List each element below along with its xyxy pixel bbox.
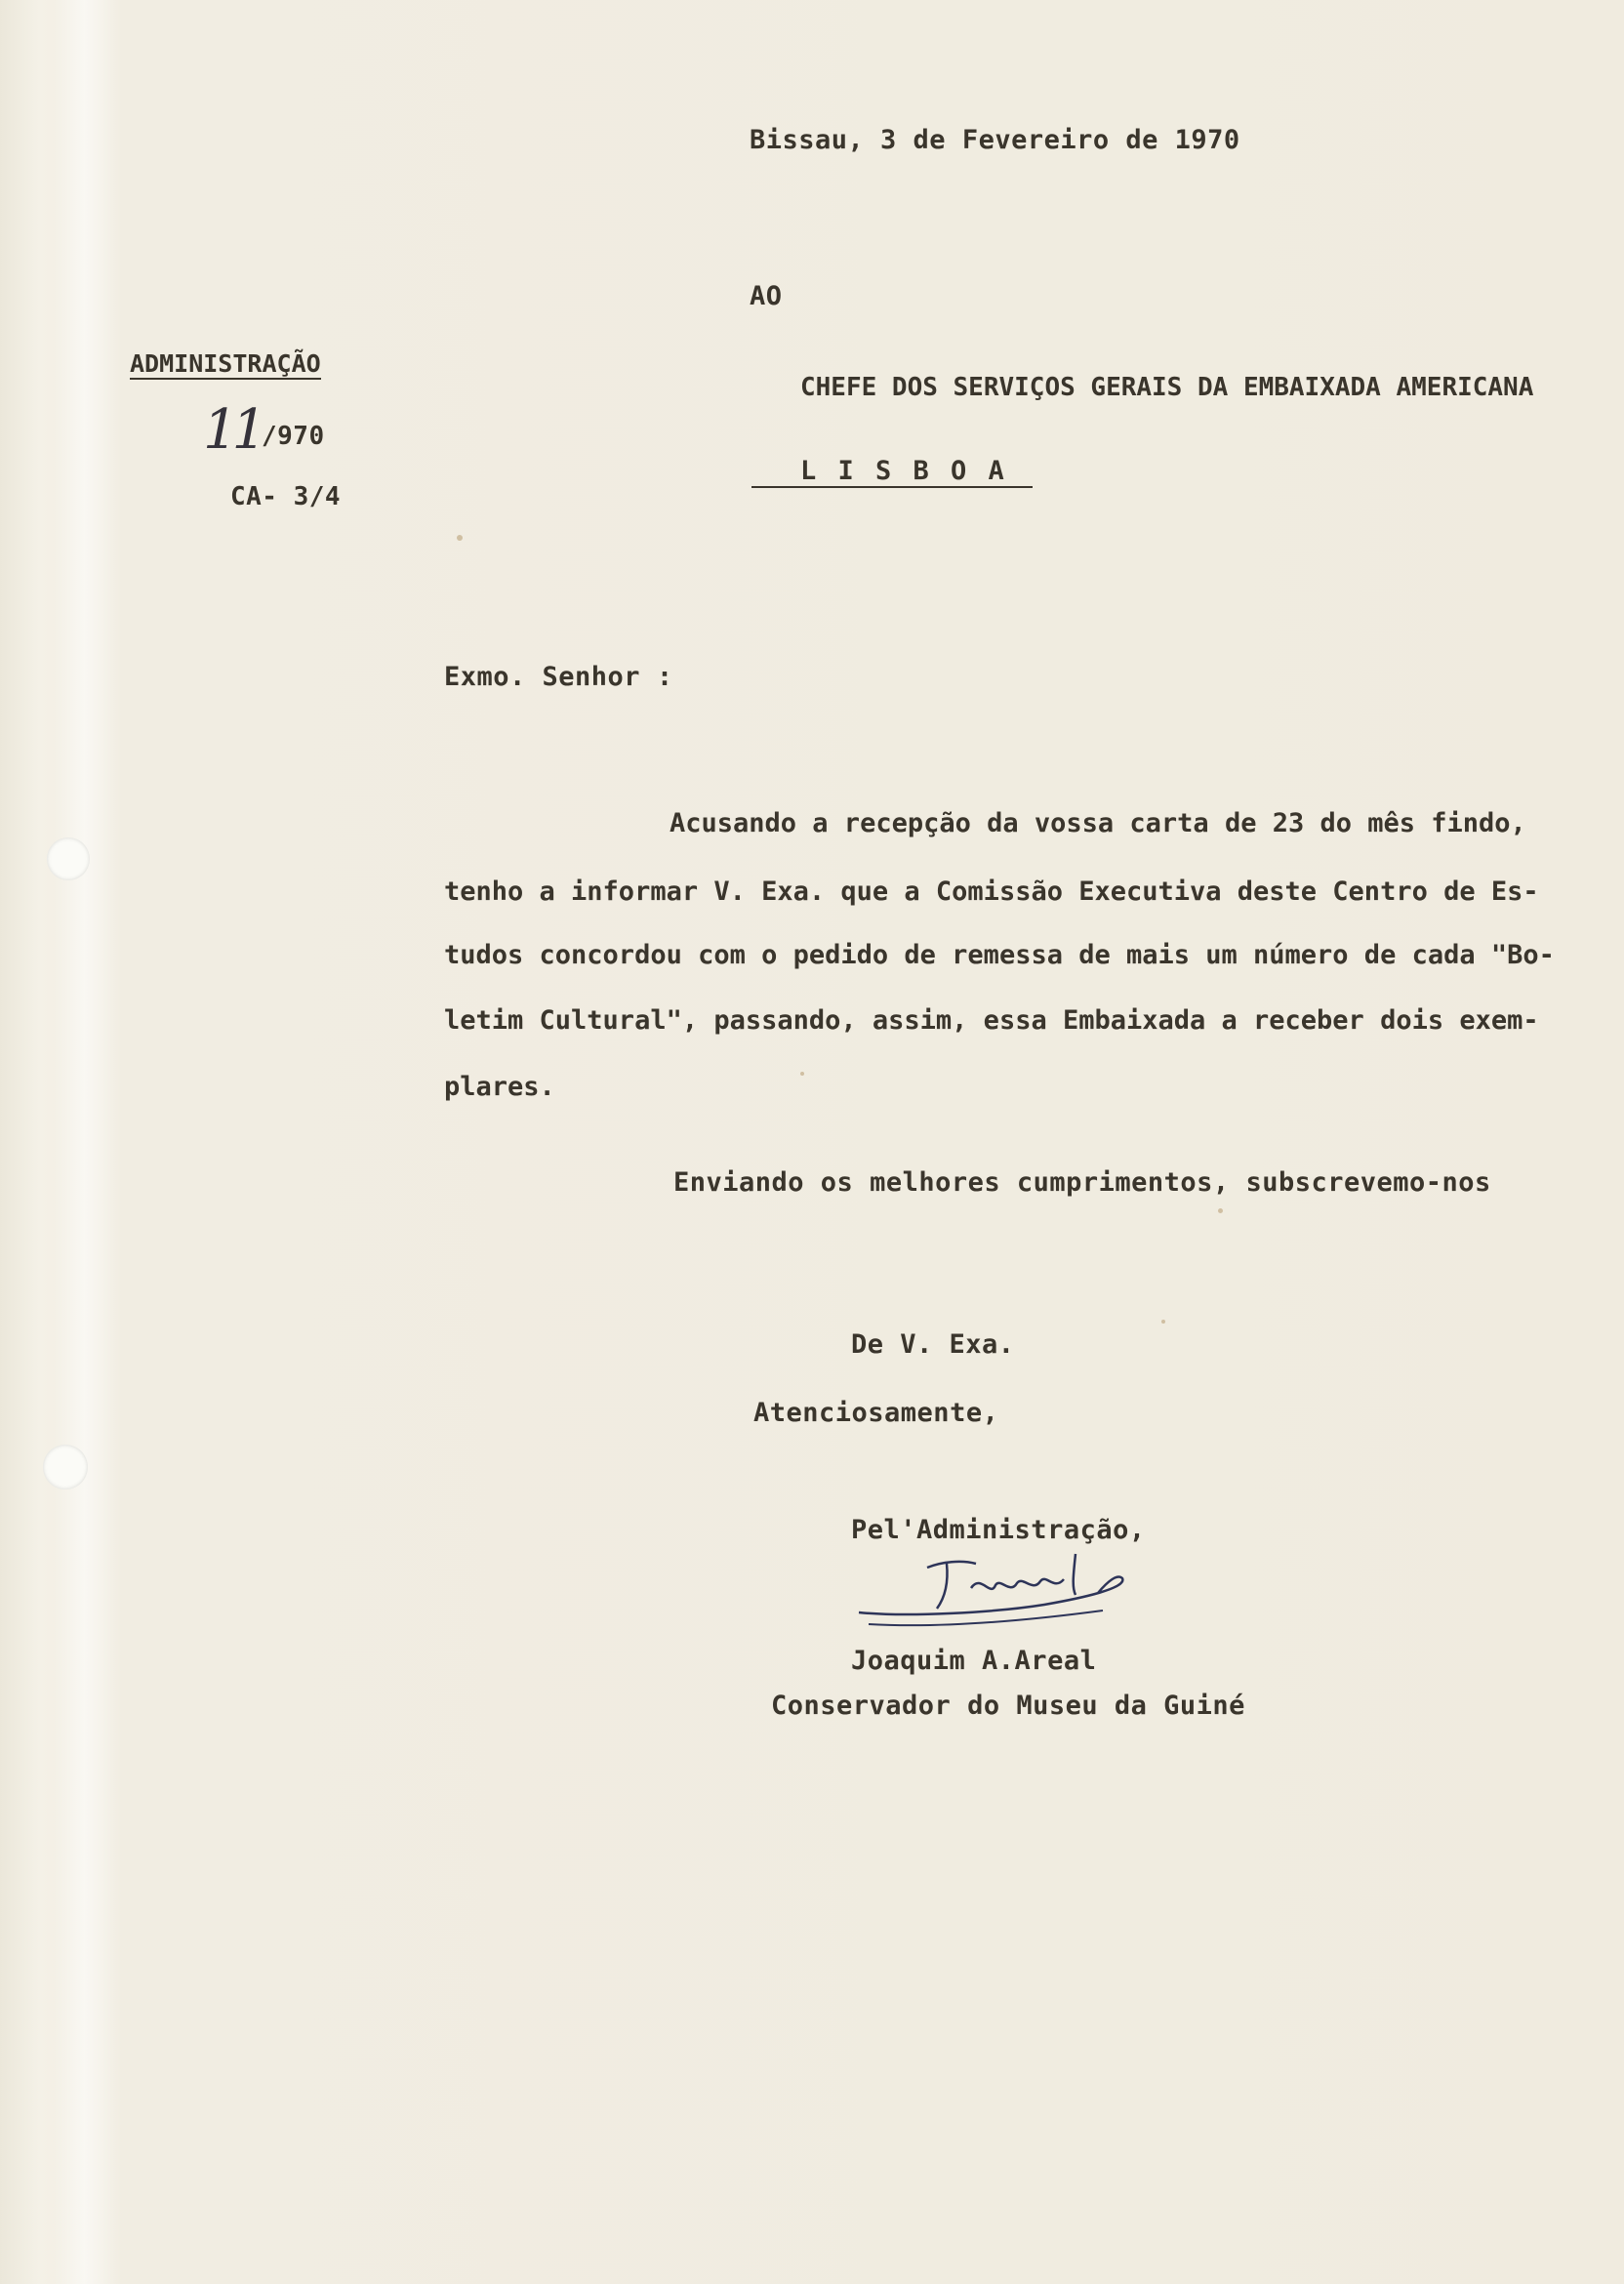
paper-speck xyxy=(457,535,463,541)
paper-fold xyxy=(54,0,122,2284)
signer-name: Joaquim A.Areal xyxy=(851,1646,1097,1676)
paper-speck xyxy=(1161,1320,1165,1324)
body-line: tenho a informar V. Exa. que a Comissão Executiva deste Centro de Es- xyxy=(444,877,1539,907)
closing-de-v-exa: De V. Exa. xyxy=(851,1329,1015,1360)
punch-hole-bottom xyxy=(43,1445,88,1489)
punch-hole-top xyxy=(47,837,90,880)
reference-year: /970 xyxy=(262,422,325,451)
handwritten-signature xyxy=(849,1544,1142,1632)
body-line: letim Cultural", passando, assim, essa Embaixada a receber dois exem- xyxy=(444,1005,1539,1036)
recipient-city: L I S B O A xyxy=(751,456,1033,488)
reference-department: ADMINISTRAÇÃO xyxy=(130,349,321,378)
closing-line: Enviando os melhores cumprimentos, subscrevemo-nos xyxy=(673,1167,1491,1198)
paper-speck xyxy=(1218,1208,1223,1213)
place-date: Bissau, 3 de Fevereiro de 1970 xyxy=(750,125,1240,155)
reference-number: 11 xyxy=(203,398,262,462)
signer-title: Conservador do Museu da Guiné xyxy=(771,1691,1245,1721)
salutation-prefix: AO xyxy=(750,281,783,311)
closing-atenciosamente: Atenciosamente, xyxy=(753,1398,999,1428)
greeting: Exmo. Senhor : xyxy=(444,662,673,692)
closing-administracao: Pel'Administração, xyxy=(851,1515,1146,1545)
body-line: Acusando a recepção da vossa carta de 23 do mês findo, xyxy=(670,808,1526,838)
recipient: CHEFE DOS SERVIÇOS GERAIS DA EMBAIXADA AMERICANA xyxy=(800,373,1534,402)
body-line: tudos concordou com o pedido de remessa de mais um número de cada "Bo- xyxy=(444,940,1555,970)
body-line: plares. xyxy=(444,1072,555,1102)
reference-code: CA- 3/4 xyxy=(230,482,342,511)
